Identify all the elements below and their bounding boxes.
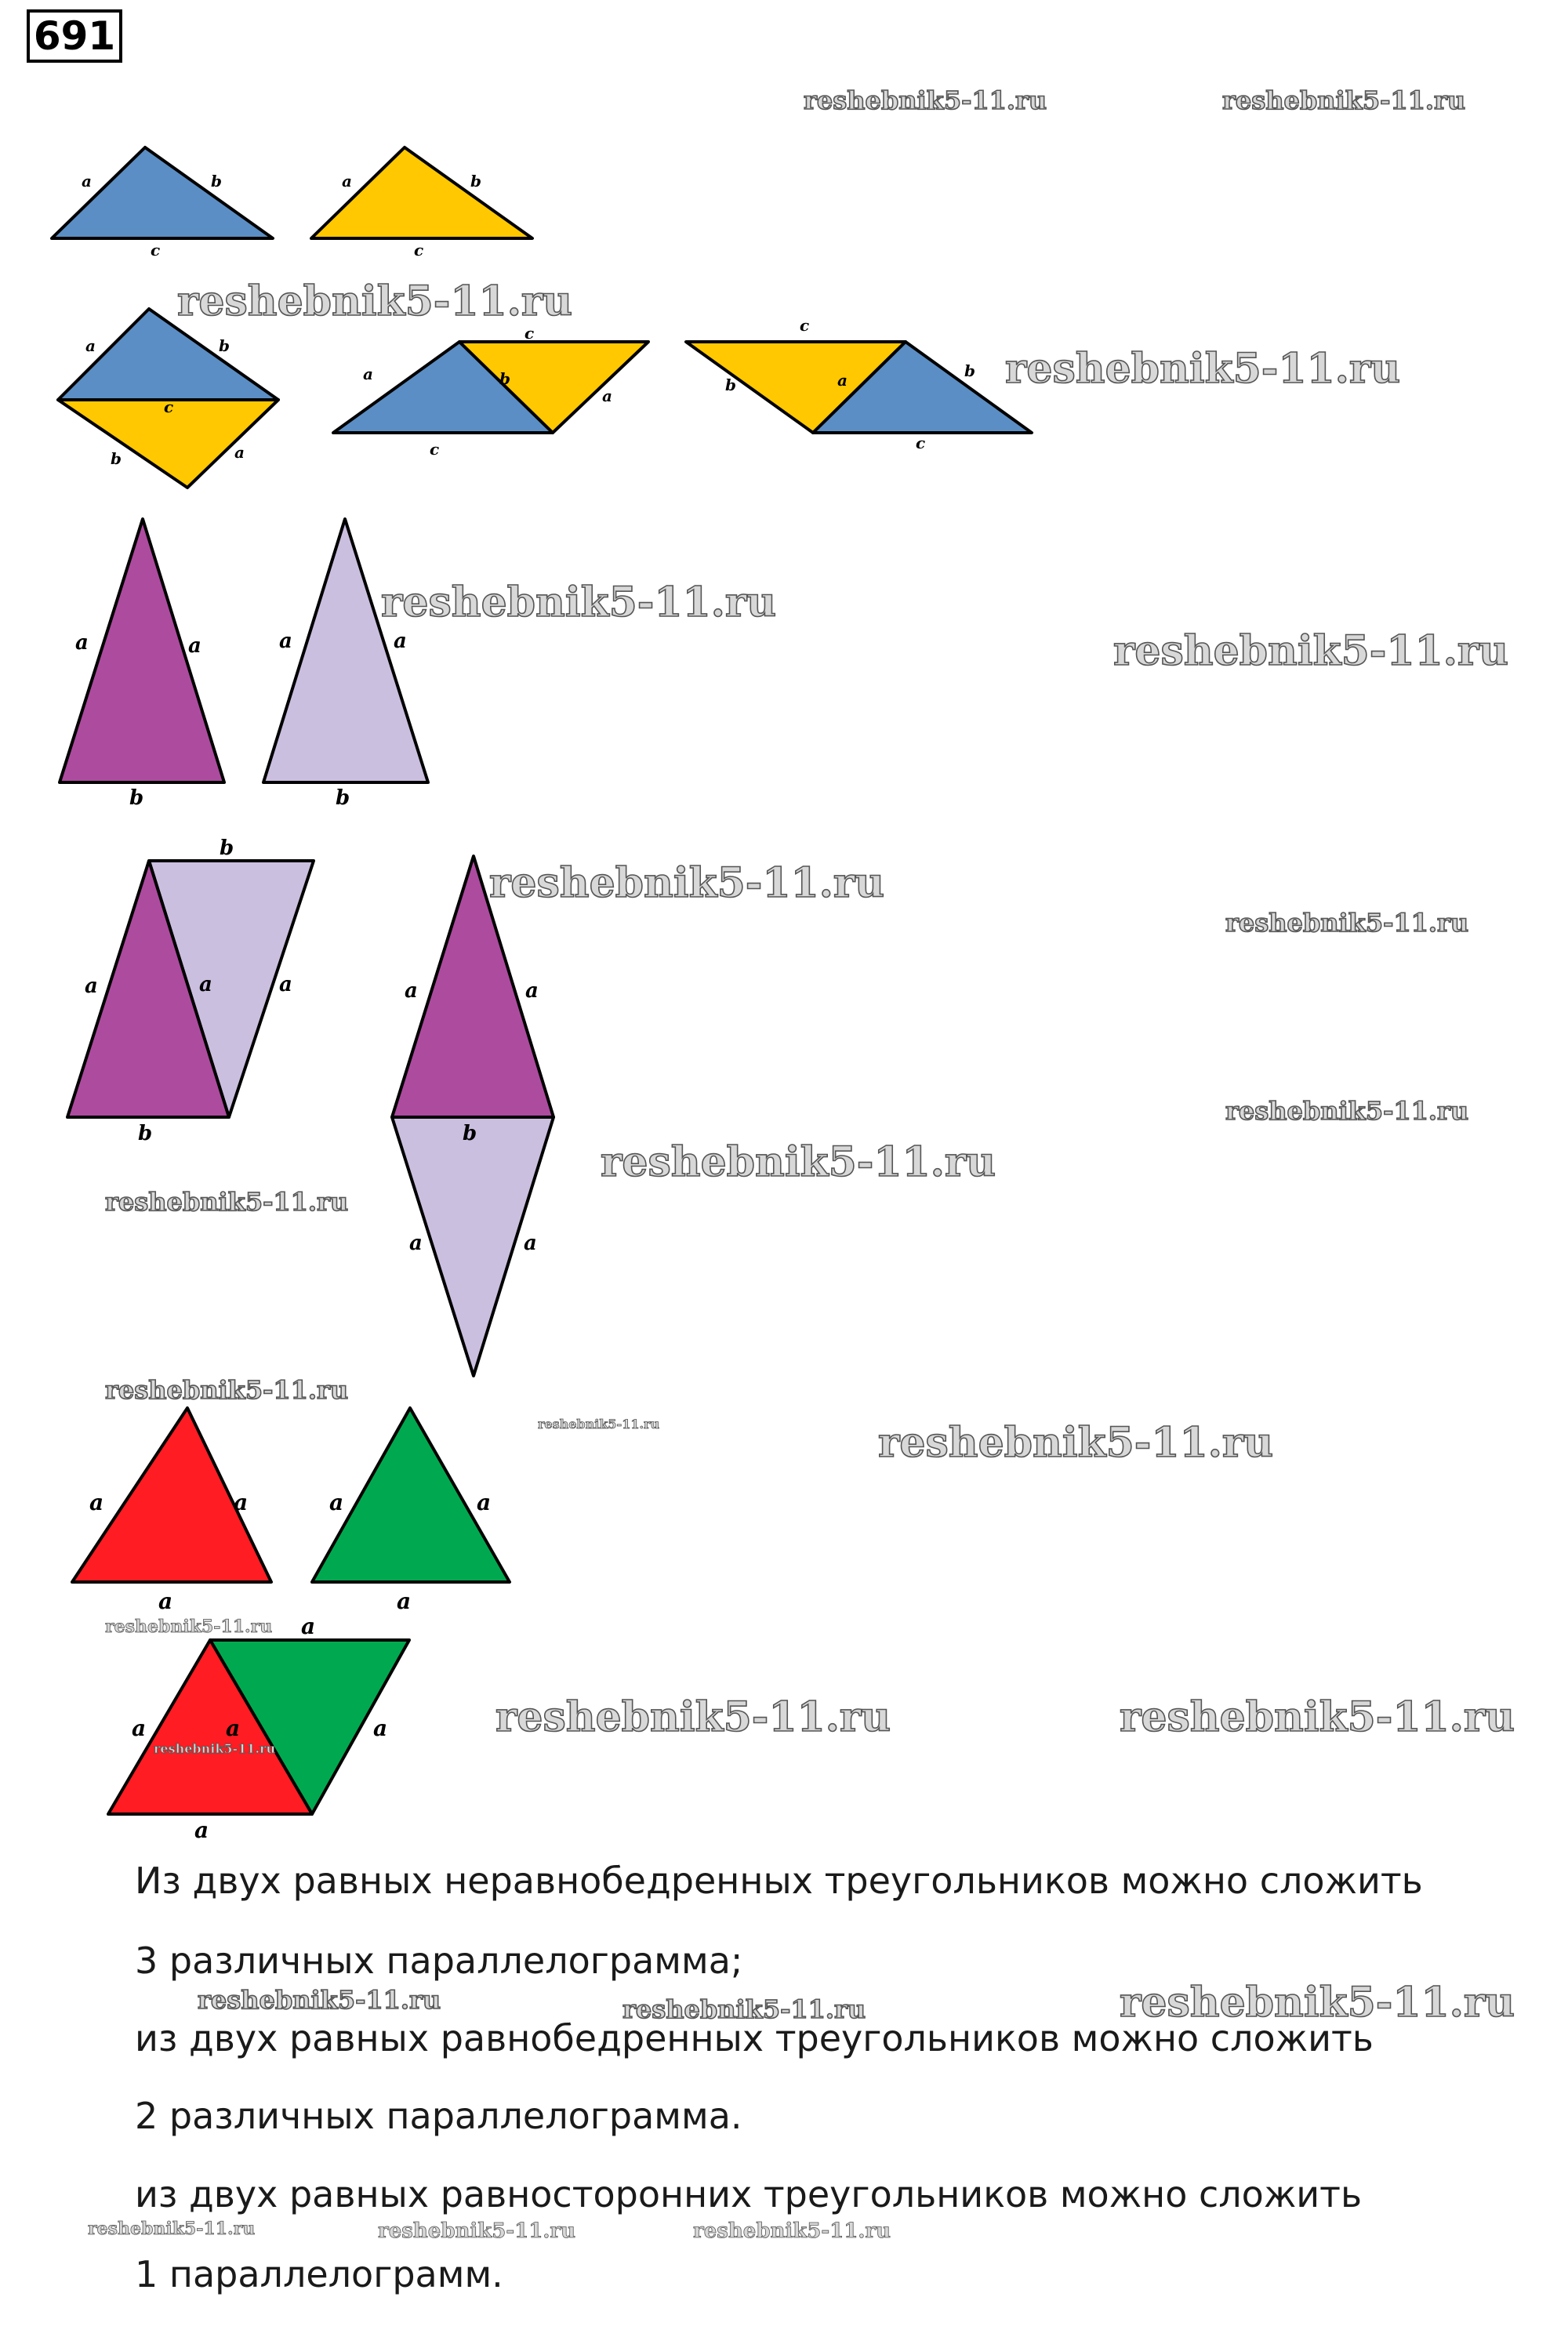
side-label-a: a xyxy=(132,1715,147,1741)
side-label-a: a xyxy=(837,371,848,390)
watermark: reshebnik5-11.ru xyxy=(105,1617,273,1637)
side-label-a: a xyxy=(279,630,292,653)
blue-scalene-triangle xyxy=(52,147,273,238)
side-label-b: b xyxy=(463,1122,477,1145)
side-label-b: b xyxy=(129,786,144,810)
side-label-a: a xyxy=(363,365,373,383)
side-label-b: b xyxy=(111,449,122,468)
watermark: reshebnik5-11.ru xyxy=(495,1693,891,1741)
side-label-c: c xyxy=(430,440,440,459)
side-label-a: a xyxy=(342,172,352,191)
watermark: reshebnik5-11.ru xyxy=(878,1419,1274,1467)
side-label-a: a xyxy=(279,973,292,996)
watermark: reshebnik5-11.ru xyxy=(1222,85,1466,115)
side-label-a: a xyxy=(158,1588,173,1614)
side-label-a: a xyxy=(85,336,96,355)
side-label-a: a xyxy=(397,1588,412,1614)
side-label-a: a xyxy=(477,1490,492,1515)
side-label-a: a xyxy=(524,1232,537,1255)
conclusion-line-2: 3 различных параллелограмма; xyxy=(135,1940,743,1982)
side-label-c: c xyxy=(164,397,174,416)
watermark: reshebnik5-11.ru xyxy=(381,579,777,626)
watermark: reshebnik5-11.ru xyxy=(105,1375,349,1405)
side-label-c: c xyxy=(916,434,926,452)
watermark: reshebnik5-11.ru xyxy=(693,2219,891,2243)
watermark: reshebnik5-11.ru xyxy=(88,2219,256,2239)
side-label-b: b xyxy=(499,369,510,388)
watermark: reshebnik5-11.ru xyxy=(1120,1693,1515,1741)
side-label-a: a xyxy=(373,1715,388,1741)
side-label-a: a xyxy=(234,443,245,462)
side-label-a: a xyxy=(301,1613,316,1639)
watermark: reshebnik5-11.ru xyxy=(804,85,1047,115)
watermark: reshebnik5-11.ru xyxy=(622,1994,866,2024)
side-label-a: a xyxy=(89,1490,104,1515)
side-label-a: a xyxy=(82,172,92,191)
side-label-a: a xyxy=(199,973,212,996)
side-label-a: a xyxy=(409,1232,423,1255)
side-label-b: b xyxy=(219,336,230,355)
side-label-c: c xyxy=(414,241,424,259)
problem-number: 691 xyxy=(27,9,122,63)
watermark: reshebnik5-11.ru xyxy=(1225,908,1469,938)
side-label-a: a xyxy=(226,1715,241,1741)
side-label-a: a xyxy=(602,386,612,405)
side-label-b: b xyxy=(220,836,234,860)
watermark: reshebnik5-11.ru xyxy=(489,859,885,907)
side-label-b: b xyxy=(336,786,350,810)
side-label-a: a xyxy=(75,631,89,655)
side-label-a: a xyxy=(394,630,407,653)
side-label-a: a xyxy=(405,979,418,1003)
watermark: reshebnik5-11.ru xyxy=(1005,345,1401,393)
watermark: reshebnik5-11.ru xyxy=(1120,1979,1515,2027)
conclusion-line-5: из двух равных равносторонних треугольников можно сложить xyxy=(135,2173,1363,2215)
side-label-b: b xyxy=(211,172,222,191)
side-label-a: a xyxy=(525,979,539,1003)
watermark: reshebnik5-11.ru xyxy=(105,1187,349,1217)
side-label-c: c xyxy=(800,316,810,335)
side-label-b: b xyxy=(470,172,481,191)
conclusion-line-4: 2 различных параллелограмма. xyxy=(135,2095,742,2137)
side-label-a: a xyxy=(188,634,201,658)
conclusion-line-1: Из двух равных неравнобедренных треугольников можно сложить xyxy=(135,1860,1423,1902)
side-label-b: b xyxy=(725,376,736,394)
watermark: reshebnik5-11.ru xyxy=(198,1985,441,2015)
conclusion-line-6: 1 параллелограмм. xyxy=(135,2253,503,2295)
side-label-c: c xyxy=(524,324,535,343)
yellow-scalene-triangle xyxy=(311,147,532,238)
side-label-b: b xyxy=(138,1122,153,1145)
side-label-a: a xyxy=(85,974,98,998)
side-label-a: a xyxy=(329,1490,344,1515)
watermark: reshebnik5-11.ru xyxy=(601,1138,996,1186)
side-label-a: a xyxy=(234,1490,249,1515)
watermark: reshebnik5-11.ru xyxy=(177,278,573,325)
watermark: reshebnik5-11.ru xyxy=(1225,1096,1469,1126)
conclusion-line-3: из двух равных равнобедренных треугольников можно сложить xyxy=(135,2017,1374,2059)
watermark: reshebnik5-11.ru xyxy=(378,2219,576,2243)
side-label-c: c xyxy=(151,241,161,259)
watermark: reshebnik5-11.ru xyxy=(154,1741,276,1756)
side-label-b: b xyxy=(964,361,975,380)
side-label-a: a xyxy=(194,1817,209,1843)
watermark: reshebnik5-11.ru xyxy=(1113,627,1509,675)
watermark: reshebnik5-11.ru xyxy=(538,1417,660,1432)
